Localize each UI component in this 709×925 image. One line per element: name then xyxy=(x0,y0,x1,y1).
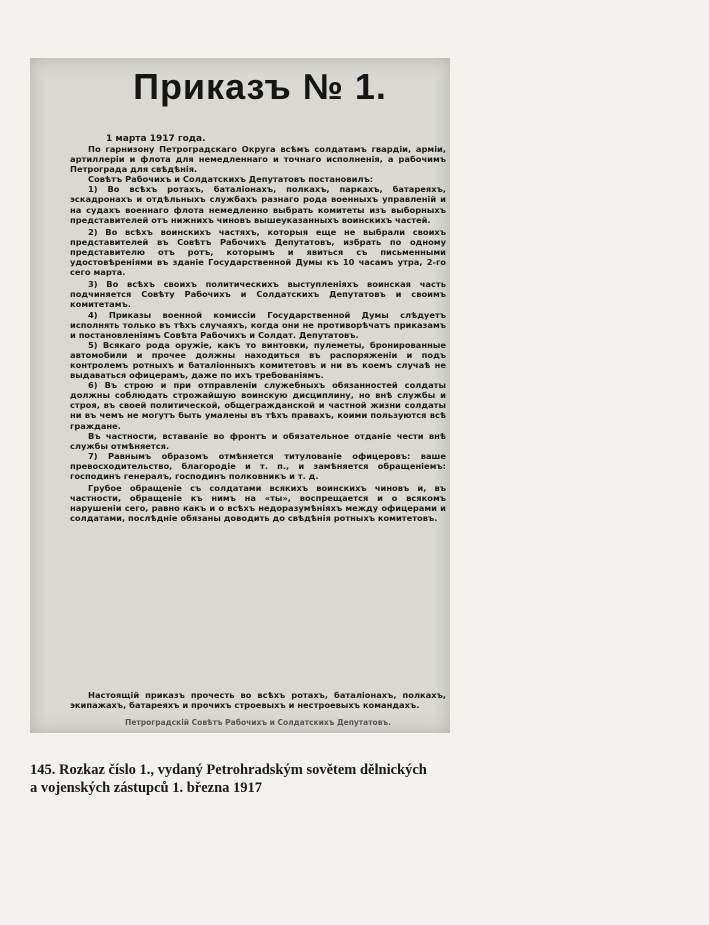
paragraph: 3) Во всѣхъ своихъ политическихъ выступленіяхъ воинская часть подчиняется Совѣту Рабочихъ и Солдатскихъ Депутатовъ и своимъ комитетамъ. xyxy=(70,279,446,310)
document-date: 1 марта 1917 года. xyxy=(106,134,206,144)
document-signature: Петроградскій Совѣтъ Рабочихъ и Солдатскихъ Депутатовъ. xyxy=(125,718,391,727)
document-body xyxy=(70,144,450,523)
caption-line-1: 145. Rozkaz číslo 1., vydaný Petrohradským sovětem dělnických xyxy=(30,762,427,778)
footer-paragraph: Настоящій приказъ прочесть во всѣхъ ротахъ, баталіонахъ, полкахъ, экипажахъ, батареяхъ и прочихъ строевыхъ и нестроевыхъ командахъ. xyxy=(70,690,446,711)
document-photo xyxy=(30,58,450,733)
paragraph: Совѣтъ Рабочихъ и Солдатскихъ Депутатовъ постановилъ: xyxy=(88,174,374,185)
document-title: Приказъ № 1. xyxy=(133,66,387,107)
figure-caption xyxy=(30,761,490,797)
paragraph: Грубое обращеніе съ солдатами всякихъ воинскихъ чиновъ и, въ частности, обращеніе къ нимъ на «ты», воспрещается и о всякомъ нарушеніи сего, равно какъ и о всѣхъ недоразумѣніяхъ между офицерами и солдатами, послѣдніе обязаны доводить до свѣдѣнія ротныхъ комитетовъ. xyxy=(70,483,446,524)
document-page xyxy=(70,58,450,727)
paragraph: По гарнизону Петроградскаго Округа всѣмъ солдатамъ гвардіи, арміи, артиллеріи и флота для немедленнаго и точнаго исполненія, а рабочимъ Петрограда для свѣдѣнія. xyxy=(70,144,446,175)
paragraph: Въ частности, вставаніе во фронтъ и обязательное отданіе чести внѣ службы отмѣняется. xyxy=(70,430,446,451)
paragraph: 1) Во всѣхъ ротахъ, баталіонахъ, полкахъ, паркахъ, батареяхъ, эскадронахъ и отдѣльныхъ службахъ разнаго рода военныхъ управленій и на судахъ военнаго флота немедленно выбрать комитеты изъ выборныхъ представителей отъ нижнихъ чиновъ вышеуказанныхъ воинскихъ частей. xyxy=(70,184,446,225)
paragraph: 6) Въ строю и при отправленіи служебныхъ обязанностей солдаты должны соблюдать строжайшую воинскую дисциплину, но внѣ службы и строя, въ своей политической, общегражданской и частной жизни солдаты ни въ чемъ не могутъ быть умалены въ тѣхъ правахъ, коими пользуются всѣ граждане. xyxy=(70,380,446,431)
paragraph: 4) Приказы военной комиссіи Государственной Думы слѣдуетъ исполнять только въ тѣхъ случаяхъ, когда они не противорѣчатъ приказамъ и постановленіямъ Совѣта Рабочихъ и Солдат. Депутатовъ. xyxy=(70,309,446,340)
caption-line-2: a vojenských zástupců 1. března 1917 xyxy=(30,780,263,796)
document-footer xyxy=(70,690,446,710)
paragraph: 5) Всякаго рода оружіе, какъ то винтовки, пулеметы, бронированные автомобили и прочее должны находиться въ распоряженіи и подъ контролемъ ротныхъ и баталіонныхъ комитетовъ и ни въ коемъ случаѣ не выдаваться офицерамъ, даже по ихъ требованіямъ. xyxy=(70,339,446,381)
paragraph: 7) Равнымъ образомъ отмѣняется титулованіе офицеровъ: ваше превосходительство, благородіе и т. п., и замѣняется обращеніемъ: господинъ генералъ, господинъ полковникъ и т. д. xyxy=(70,450,446,481)
paragraph: 2) Во всѣхъ воинскихъ частяхъ, которыя еще не выбрали своихъ представителей въ Совѣтъ Рабочихъ Депутатовъ, избрать по одному представителю отъ ротъ, которымъ и явиться съ письменными удостовѣреніями въ зданіе Государственной Думы къ 10 часамъ утра, 2-го сего марта. xyxy=(70,226,446,278)
